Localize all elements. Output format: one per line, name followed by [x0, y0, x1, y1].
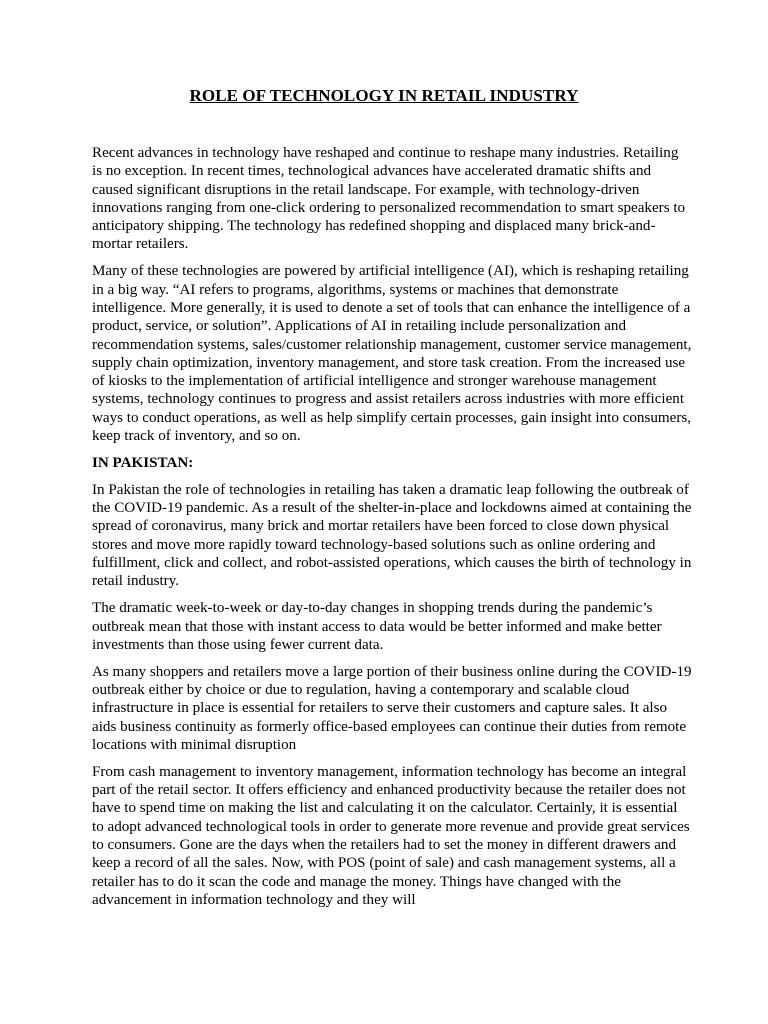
document-title: ROLE OF TECHNOLOGY IN RETAIL INDUSTRY — [189, 86, 579, 105]
paragraph-intro: Recent advances in technology have reshaped and continue to reshape many industries. Retailing is no exception. In recent times, technological advances have accelerated dramatic shifts and caused significant disruptions in the retail landscape. For example, with technology-driven innovations ranging from one-click ordering to personalized recommendation to smart speakers to anticipatory shipping. The technology has redefined shopping and displaced many brick-and-mortar retailers. — [92, 145, 686, 253]
paragraph-cloud-infrastructure: As many shoppers and retailers move a large portion of their business online during the COVID-19 outbreak either by choice or due to regulation, having a contemporary and scalable cloud infrastructure in place is essential for retailers to serve their customers and capture sales. It also aids business continuity as formerly office-based employees can continue their duties from remote locations with minimal disruption — [92, 663, 692, 753]
paragraph-pakistan-covid: In Pakistan the role of technologies in retailing has taken a dramatic leap following the outbreak of the COVID-19 pandemic. As a result of the shelter-in-place and lockdowns aimed at containing the spread of coronavirus, many brick and mortar retailers have been forced to close down physical stores and move more rapidly toward technology-based solutions such as online ordering and fulfillment, click and collect, and robot-assisted operations, which causes the birth of technology in retail industry. — [92, 481, 692, 590]
paragraph-shopping-trends: The dramatic week-to-week or day-to-day changes in shopping trends during the pandemic’s outbreak mean that those with instant access to data would be better informed and make better investments than those using fewer current data. — [92, 600, 662, 653]
document-body — [92, 144, 692, 918]
paragraph-ai: Many of these technologies are powered by artificial intelligence (AI), which is reshaping retailing in a big way. “AI refers to programs, algorithms, systems or machines that demonstrate intelligence. More generally, it is used to denote a set of tools that can enhance the intelligence of a product, service, or solution”. Applications of AI in retailing include personalization and recommendation systems, sales/customer relationship management, customer service management, supply chain optimization, inventory management, and store task creation. From the increased use of kiosks to the implementation of artificial intelligence and stronger warehouse management systems, technology continues to progress and assist retailers across industries with more efficient ways to conduct operations, as well as help simplify certain processes, gain insight into consumers, keep track of inventory, and so on. — [92, 263, 692, 445]
paragraph-cash-management: From cash management to inventory management, information technology has become an integral part of the retail sector. It offers efficiency and enhanced productivity because the retailer does not have to spend time on making the list and calculating it on the calculator. Certainly, it is essential to adopt advanced technological tools in order to generate more revenue and provide great services to consumers. Gone are the days when the retailers had to set the money in different drawers and keep a record of all the sales. Now, with POS (point of sale) and cash management systems, all a retailer has to do it scan the code and manage the money. Things have changed with the advancement in information technology and they will — [92, 763, 690, 908]
section-heading-pakistan: IN PAKISTAN: — [92, 454, 194, 471]
